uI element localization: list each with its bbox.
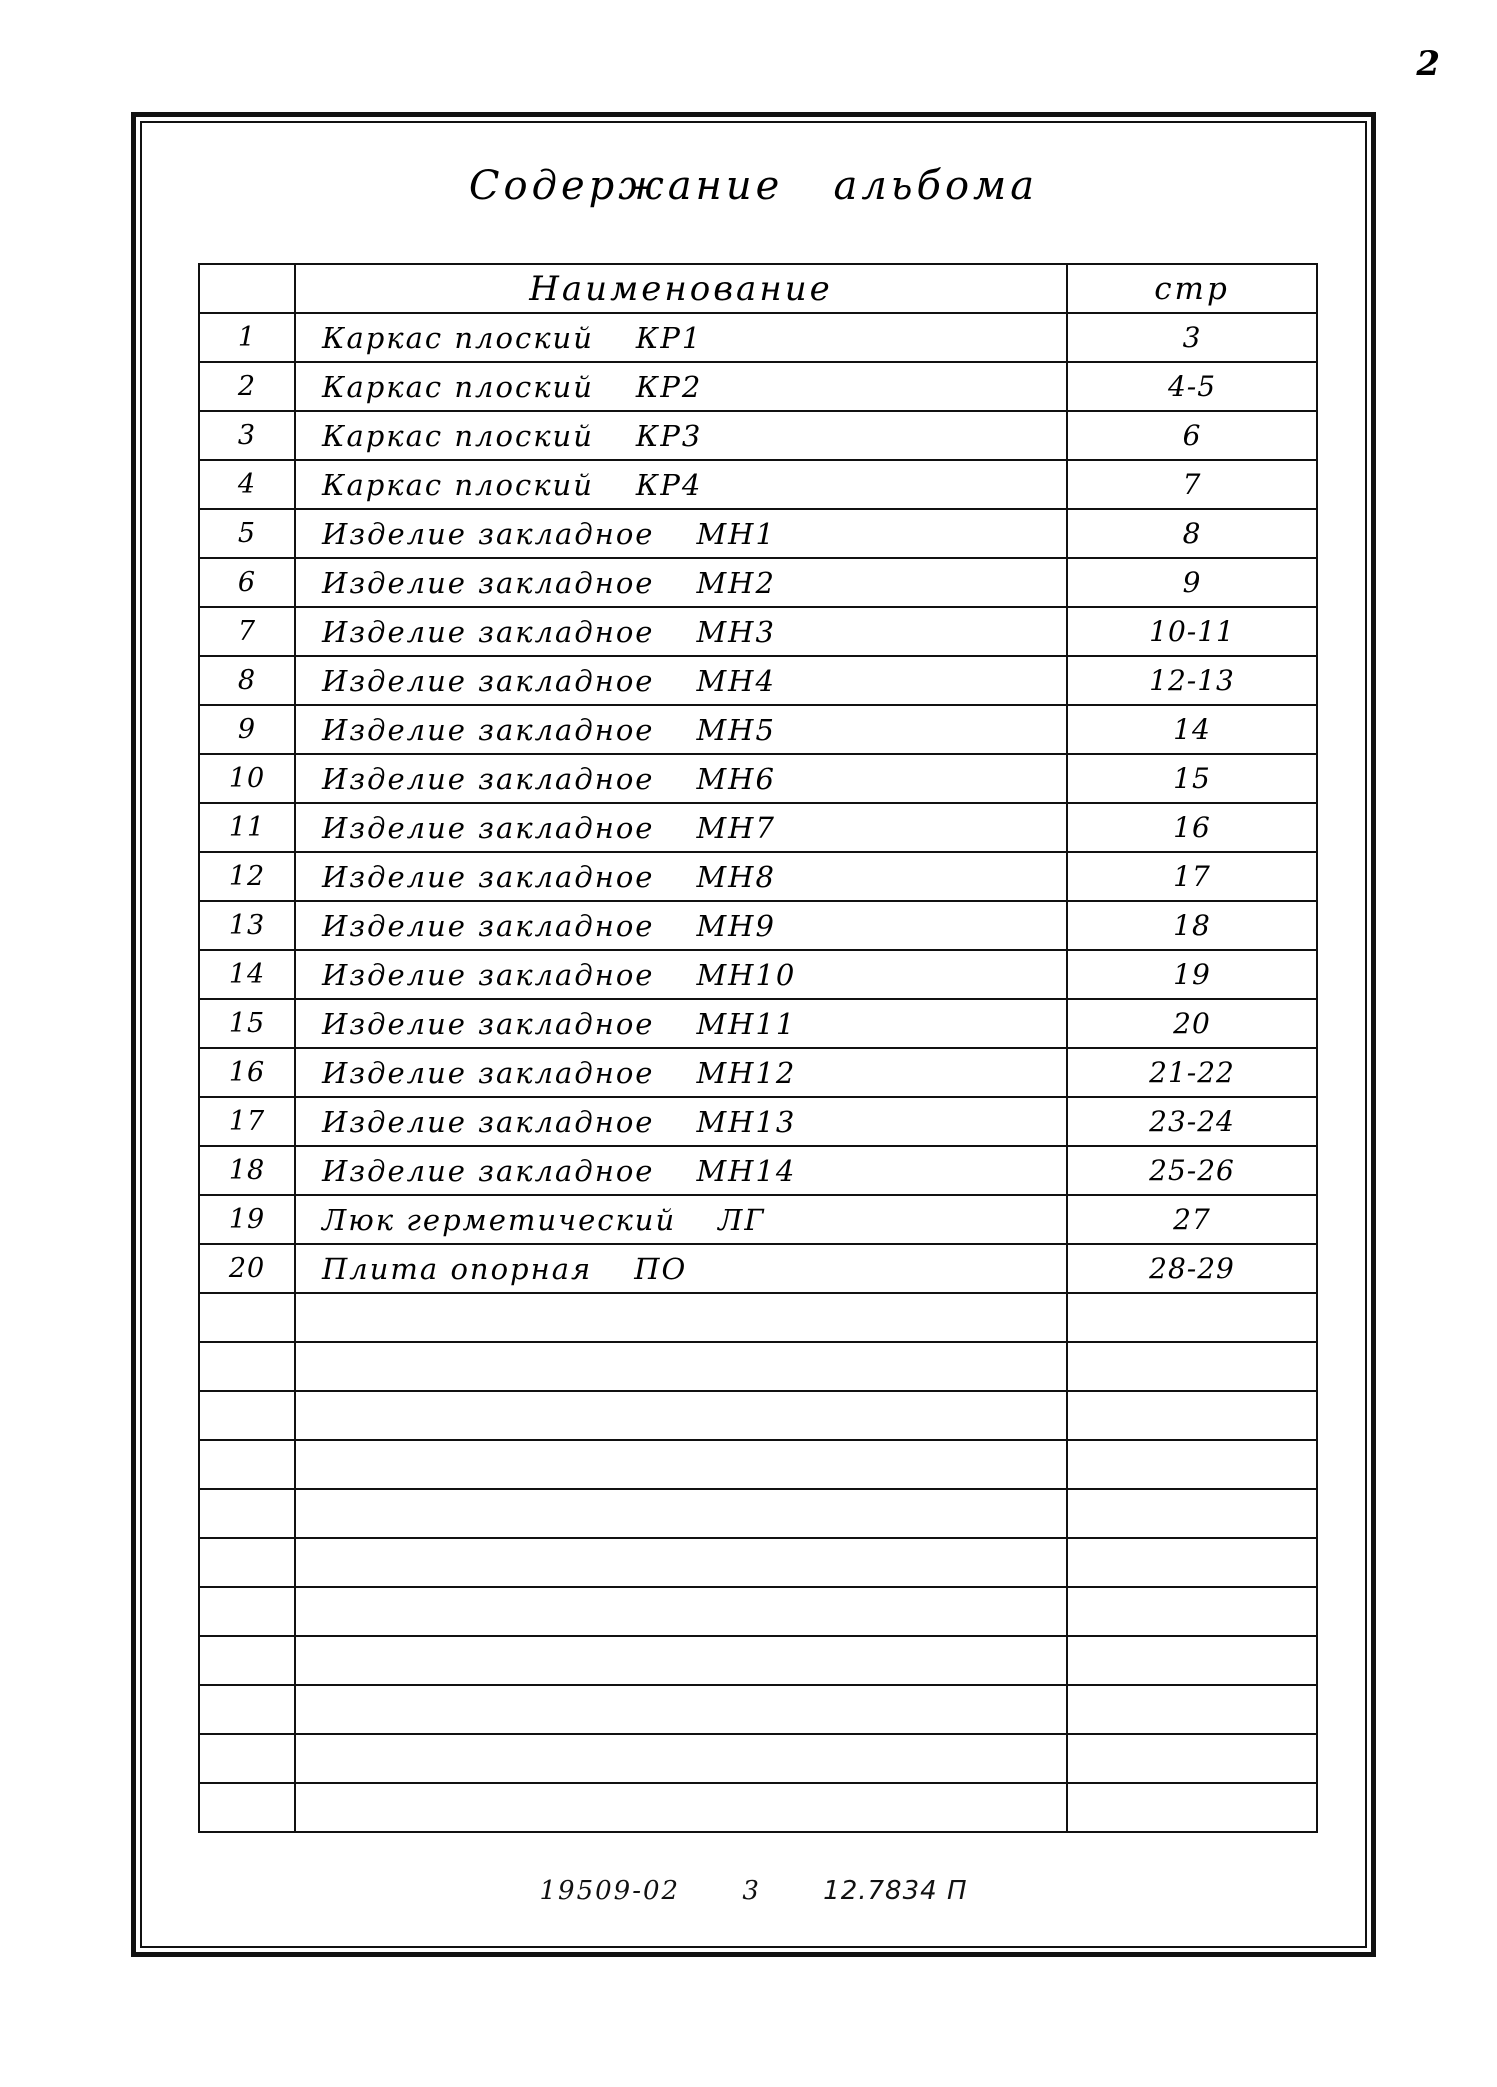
page-corner-number: 2 [1416,44,1441,84]
item-code: МН8 [696,859,776,894]
row-number: 5 [199,509,295,558]
row-number: 7 [199,607,295,656]
empty-cell [295,1734,1067,1783]
empty-cell [199,1489,295,1538]
row-page: 8 [1067,509,1317,558]
drawing-frame [131,112,1376,1957]
row-page: 25-26 [1067,1146,1317,1195]
row-name [295,656,1067,705]
row-number: 10 [199,754,295,803]
column-header-name: Наименование [295,264,1067,313]
row-number: 2 [199,362,295,411]
row-name [295,1048,1067,1097]
row-number: 8 [199,656,295,705]
item-code: МН14 [696,1153,797,1188]
empty-cell [199,1342,295,1391]
empty-cell [295,1587,1067,1636]
item-code: МН5 [696,712,776,747]
table-row [199,411,1317,460]
empty-cell [1067,1636,1317,1685]
empty-cell [1067,1538,1317,1587]
stamp-signature: 12.7834 П [823,1876,968,1906]
empty-cell [199,1538,295,1587]
row-name [295,362,1067,411]
empty-cell [1067,1685,1317,1734]
item-title: Изделие закладное [322,810,655,845]
table-row [199,1146,1317,1195]
item-title: Изделие закладное [322,663,655,698]
table-row-empty [199,1636,1317,1685]
row-page: 12-13 [1067,656,1317,705]
empty-cell [1067,1293,1317,1342]
table-row [199,460,1317,509]
empty-cell [1067,1783,1317,1832]
row-name [295,1146,1067,1195]
table-row [199,901,1317,950]
empty-cell [199,1783,295,1832]
table-row-empty [199,1489,1317,1538]
table-row-empty [199,1587,1317,1636]
table-row-empty [199,1440,1317,1489]
table-row [199,1195,1317,1244]
row-page: 28-29 [1067,1244,1317,1293]
row-name [295,950,1067,999]
item-title: Изделие закладное [322,957,655,992]
row-page: 23-24 [1067,1097,1317,1146]
stamp-sheet-number: 3 [742,1876,761,1906]
row-page: 20 [1067,999,1317,1048]
bottom-stamp [142,1876,1365,1906]
row-page: 17 [1067,852,1317,901]
row-name [295,509,1067,558]
row-name [295,1244,1067,1293]
row-page: 27 [1067,1195,1317,1244]
item-title: Люк герметический [322,1202,677,1237]
item-title: Изделие закладное [322,761,655,796]
row-name [295,558,1067,607]
row-name [295,313,1067,362]
item-code: МН1 [696,516,776,551]
item-title: Изделие закладное [322,908,655,943]
row-name [295,999,1067,1048]
table-row [199,509,1317,558]
item-code: КР3 [635,418,703,453]
row-page: 14 [1067,705,1317,754]
row-name [295,852,1067,901]
item-code: МН9 [696,908,776,943]
table-row [199,656,1317,705]
item-code: МН7 [696,810,776,845]
row-number: 18 [199,1146,295,1195]
row-page: 19 [1067,950,1317,999]
row-number: 1 [199,313,295,362]
empty-cell [1067,1391,1317,1440]
row-name [295,705,1067,754]
row-page: 6 [1067,411,1317,460]
row-number: 4 [199,460,295,509]
empty-cell [1067,1587,1317,1636]
item-code: ЛГ [718,1202,766,1237]
row-number: 20 [199,1244,295,1293]
page-title: Содержание альбома [468,163,1039,209]
row-page: 10-11 [1067,607,1317,656]
empty-cell [295,1538,1067,1587]
column-header-number [199,264,295,313]
row-name [295,803,1067,852]
row-page: 3 [1067,313,1317,362]
contents-table [198,263,1318,1833]
empty-cell [199,1685,295,1734]
empty-cell [199,1293,295,1342]
row-number: 16 [199,1048,295,1097]
empty-cell [295,1342,1067,1391]
empty-cell [295,1636,1067,1685]
row-number: 13 [199,901,295,950]
row-number: 19 [199,1195,295,1244]
table-row-empty [199,1342,1317,1391]
row-page: 18 [1067,901,1317,950]
empty-cell [295,1391,1067,1440]
item-title: Каркас плоский [322,369,594,404]
table-header [199,264,1317,313]
table-row [199,950,1317,999]
item-title: Каркас плоский [322,320,594,355]
empty-cell [295,1293,1067,1342]
item-title: Каркас плоский [322,467,594,502]
row-page: 21-22 [1067,1048,1317,1097]
empty-cell [199,1734,295,1783]
table-row [199,607,1317,656]
table-row [199,558,1317,607]
row-page: 4-5 [1067,362,1317,411]
table-row [199,705,1317,754]
row-page: 9 [1067,558,1317,607]
empty-cell [1067,1440,1317,1489]
empty-cell [199,1587,295,1636]
item-code: МН4 [696,663,776,698]
item-title: Изделие закладное [322,1006,655,1041]
table-row [199,1244,1317,1293]
item-title: Плита опорная [322,1251,593,1286]
item-title: Изделие закладное [322,1055,655,1090]
item-code: КР4 [635,467,703,502]
row-number: 3 [199,411,295,460]
empty-cell [199,1636,295,1685]
table-row-empty [199,1734,1317,1783]
table-row-empty [199,1685,1317,1734]
row-number: 11 [199,803,295,852]
table-row-empty [199,1538,1317,1587]
row-name [295,607,1067,656]
item-title: Изделие закладное [322,614,655,649]
item-code: МН10 [696,957,797,992]
item-code: КР1 [635,320,703,355]
item-code: МН3 [696,614,776,649]
row-number: 12 [199,852,295,901]
row-number: 6 [199,558,295,607]
table-row [199,362,1317,411]
table-row [199,1097,1317,1146]
row-name [295,1097,1067,1146]
item-code: МН6 [696,761,776,796]
row-number: 9 [199,705,295,754]
table-row [199,852,1317,901]
table-row [199,1048,1317,1097]
empty-cell [199,1391,295,1440]
item-title: Изделие закладное [322,712,655,747]
item-code: ПО [634,1251,688,1286]
item-code: МН12 [696,1055,797,1090]
table-row [199,999,1317,1048]
item-title: Изделие закладное [322,1153,655,1188]
row-number: 17 [199,1097,295,1146]
stamp-drawing-code: 19509-02 [539,1876,681,1906]
empty-cell [295,1783,1067,1832]
table-row [199,803,1317,852]
empty-cell [1067,1489,1317,1538]
empty-cell [295,1489,1067,1538]
row-name [295,460,1067,509]
table-row-empty [199,1391,1317,1440]
item-title: Изделие закладное [322,859,655,894]
table-row-empty [199,1783,1317,1832]
empty-cell [295,1685,1067,1734]
row-number: 15 [199,999,295,1048]
table-row [199,754,1317,803]
item-title: Изделие закладное [322,516,655,551]
drawing-frame-inner [140,121,1367,1948]
row-name [295,901,1067,950]
row-page: 16 [1067,803,1317,852]
item-code: МН11 [696,1006,797,1041]
table-row [199,313,1317,362]
empty-cell [199,1440,295,1489]
item-title: Каркас плоский [322,418,594,453]
table-body [199,313,1317,1832]
row-name [295,1195,1067,1244]
item-code: МН2 [696,565,776,600]
item-title: Изделие закладное [322,565,655,600]
row-page: 15 [1067,754,1317,803]
item-title: Изделие закладное [322,1104,655,1139]
row-name [295,411,1067,460]
column-header-page: стр [1067,264,1317,313]
item-code: КР2 [635,369,703,404]
row-number: 14 [199,950,295,999]
item-code: МН13 [696,1104,797,1139]
empty-cell [1067,1734,1317,1783]
table-row-empty [199,1293,1317,1342]
row-page: 7 [1067,460,1317,509]
empty-cell [295,1440,1067,1489]
row-name [295,754,1067,803]
empty-cell [1067,1342,1317,1391]
